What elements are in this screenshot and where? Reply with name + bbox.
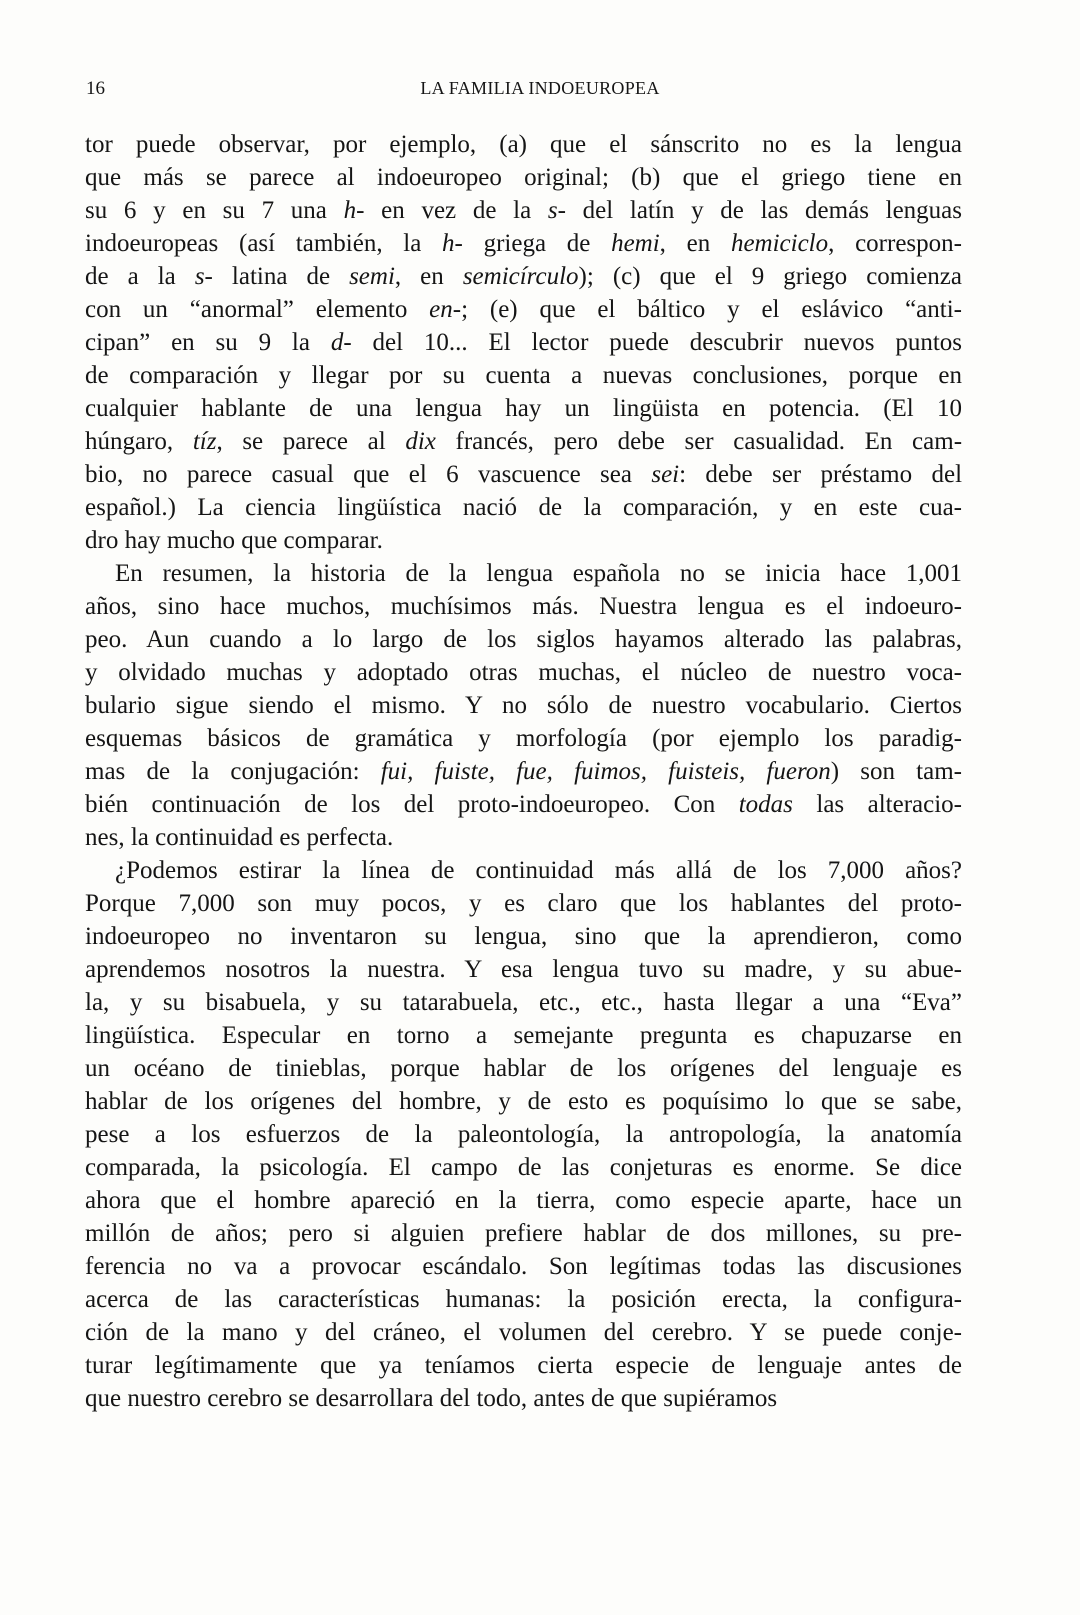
text-segment: griega de xyxy=(462,230,612,257)
italic-text: s- xyxy=(547,197,566,224)
text-line xyxy=(85,854,962,887)
text-segment: y olvidado muchas y adoptado otras muchas, el núcleo de nuestro voca- xyxy=(85,659,962,686)
text-segment: tor puede observar, por ejemplo, (a) que el sánscrito no es la lengua xyxy=(85,131,962,158)
text-line xyxy=(85,491,962,524)
body-text xyxy=(85,128,962,1415)
text-line xyxy=(85,953,962,986)
text-line xyxy=(85,1151,962,1184)
text-segment: ¿Podemos estirar la línea de continuidad más allá de los 7,000 años? xyxy=(115,857,962,884)
text-segment: la, y su bisabuela, y su tatarabuela, etc., etc., hasta llegar a una “Eva” xyxy=(85,989,962,1016)
text-line xyxy=(85,887,962,920)
text-line xyxy=(85,1118,962,1151)
text-segment: que más se parece al indoeuropeo original; (b) que el griego tiene en xyxy=(85,164,962,191)
text-segment: pese a los esfuerzos de la paleontología, la antropología, la anatomía xyxy=(85,1121,962,1148)
italic-text: todas xyxy=(738,791,793,818)
italic-text: sei xyxy=(651,461,680,488)
text-line xyxy=(85,524,962,557)
text-segment: ferencia no va a provocar escándalo. Son legítimas todas las discusiones xyxy=(85,1253,962,1280)
italic-text: h- xyxy=(442,230,463,257)
text-segment: bulario sigue siendo el mismo. Y no sólo de nuestro vocabulario. Ciertos xyxy=(85,692,962,719)
italic-text: en- xyxy=(429,296,462,323)
text-segment: millón de años; pero si alguien prefiere hablar de dos millones, su pre- xyxy=(85,1220,962,1247)
text-line xyxy=(85,1019,962,1052)
text-segment: húngaro, xyxy=(85,428,193,455)
text-line xyxy=(85,1382,962,1415)
text-segment: en vez de la xyxy=(364,197,548,224)
page-number: 16 xyxy=(86,78,105,99)
text-segment: En resumen, la historia de la lengua española no se inicia hace 1,001 xyxy=(115,560,962,587)
text-segment: esquemas básicos de gramática y morfología (por ejemplo los paradig- xyxy=(85,725,962,752)
italic-text: hemiciclo xyxy=(730,230,829,257)
italic-text: h- xyxy=(343,197,365,224)
text-segment: indoeuropeas (así también, la xyxy=(85,230,443,257)
text-segment: acerca de las características humanas: la posición erecta, la configura- xyxy=(85,1286,962,1313)
text-line xyxy=(85,425,962,458)
text-line xyxy=(85,1316,962,1349)
italic-text: d- xyxy=(330,329,352,356)
text-segment: mas de la conjugación: xyxy=(85,758,381,785)
text-segment: , correspon- xyxy=(828,230,962,257)
text-segment: dro hay mucho que comparar. xyxy=(85,527,383,554)
text-line xyxy=(85,1349,962,1382)
text-segment: del 10... El lector puede descubrir nuevos puntos xyxy=(351,329,962,356)
text-line xyxy=(85,194,962,227)
text-line xyxy=(85,326,962,359)
text-line xyxy=(85,392,962,425)
text-line xyxy=(85,557,962,590)
text-segment: cualquier hablante de una lengua hay un lingüista en potencia. (El 10 xyxy=(85,395,962,422)
text-segment: , en xyxy=(659,230,731,257)
text-line xyxy=(85,689,962,722)
text-segment: cipan” en su 9 la xyxy=(85,329,331,356)
text-segment: , se parece al xyxy=(216,428,406,455)
text-segment: años, sino hace muchos, muchísimos más. Nuestra lengua es el indoeuro- xyxy=(85,593,962,620)
text-line xyxy=(85,656,962,689)
text-line xyxy=(85,260,962,293)
italic-text: s- xyxy=(194,263,213,290)
running-header: LA FAMILIA INDOEUROPEA xyxy=(420,78,660,98)
text-line xyxy=(85,590,962,623)
text-segment: aprendemos nosotros la nuestra. Y esa lengua tuvo su madre, y su abue- xyxy=(85,956,962,983)
text-segment: hablar de los orígenes del hombre, y de esto es poquísimo lo que se sabe, xyxy=(85,1088,962,1115)
text-segment: del latín y de las demás lenguas xyxy=(565,197,962,224)
text-segment: las alteracio- xyxy=(792,791,962,818)
text-line xyxy=(85,755,962,788)
text-segment: , en xyxy=(394,263,463,290)
text-segment: ; (e) que el báltico y el eslávico “anti- xyxy=(461,296,962,323)
text-line xyxy=(85,128,962,161)
text-line xyxy=(85,920,962,953)
text-line xyxy=(85,1250,962,1283)
text-segment: de a la xyxy=(85,263,195,290)
text-segment: francés, pero debe ser casualidad. En cam- xyxy=(435,428,963,455)
text-line xyxy=(85,359,962,392)
text-line xyxy=(85,1085,962,1118)
text-segment: latina de xyxy=(212,263,350,290)
text-segment: ahora que el hombre apareció en la tierra, como especie aparte, hace un xyxy=(85,1187,962,1214)
text-line xyxy=(85,1283,962,1316)
text-segment: Porque 7,000 son muy pocos, y es claro que los hablantes del proto- xyxy=(85,890,962,917)
text-segment: indoeuropeo no inventaron su lengua, sino que la aprendieron, como xyxy=(85,923,962,950)
text-segment: ) son tam- xyxy=(830,758,962,785)
text-line xyxy=(85,293,962,326)
italic-text: fui, fuiste, fue, fuimos, fuisteis, fueron xyxy=(380,758,831,785)
text-line xyxy=(85,1217,962,1250)
text-segment: que nuestro cerebro se desarrollara del todo, antes de que supiéramos xyxy=(85,1385,778,1412)
text-line xyxy=(85,821,962,854)
text-segment: : debe ser préstamo del xyxy=(679,461,963,488)
text-line xyxy=(85,788,962,821)
text-segment: comparada, la psicología. El campo de las conjeturas es enorme. Se dice xyxy=(85,1154,962,1181)
text-line xyxy=(85,227,962,260)
text-segment: peo. Aun cuando a lo largo de los siglos hayamos alterado las palabras, xyxy=(85,626,962,653)
italic-text: hemi xyxy=(611,230,660,257)
text-segment: bién continuación de los del proto-indoeuropeo. Con xyxy=(85,791,739,818)
text-segment: un océano de tinieblas, porque hablar de los orígenes del lenguaje es xyxy=(85,1055,962,1082)
text-line xyxy=(85,1052,962,1085)
text-segment: bio, no parece casual que el 6 vascuence sea xyxy=(85,461,652,488)
text-line xyxy=(85,986,962,1019)
text-line xyxy=(85,623,962,656)
text-segment: español.) La ciencia lingüística nació de la comparación, y en este cua- xyxy=(85,494,962,521)
text-segment: ción de la mano y del cráneo, el volumen del cerebro. Y se puede conje- xyxy=(85,1319,962,1346)
text-segment: ); (c) que el 9 griego comienza xyxy=(578,263,962,290)
text-line xyxy=(85,722,962,755)
text-segment: su 6 y en su 7 una xyxy=(85,197,344,224)
text-segment: nes, la continuidad es perfecta. xyxy=(85,824,394,851)
italic-text: tíz xyxy=(192,428,217,455)
text-line xyxy=(85,161,962,194)
text-segment: lingüística. Especular en torno a semejante pregunta es chapuzarse en xyxy=(85,1022,962,1049)
italic-text: semicírculo xyxy=(462,263,579,290)
text-segment: turar legítimamente que ya teníamos cierta especie de lenguaje antes de xyxy=(85,1352,962,1379)
italic-text: dix xyxy=(405,428,436,455)
text-line xyxy=(85,1184,962,1217)
italic-text: semi xyxy=(349,263,395,290)
text-segment: de comparación y llegar por su cuenta a nuevas conclusiones, porque en xyxy=(85,362,962,389)
text-line xyxy=(85,458,962,491)
text-segment: con un “anormal” elemento xyxy=(85,296,430,323)
